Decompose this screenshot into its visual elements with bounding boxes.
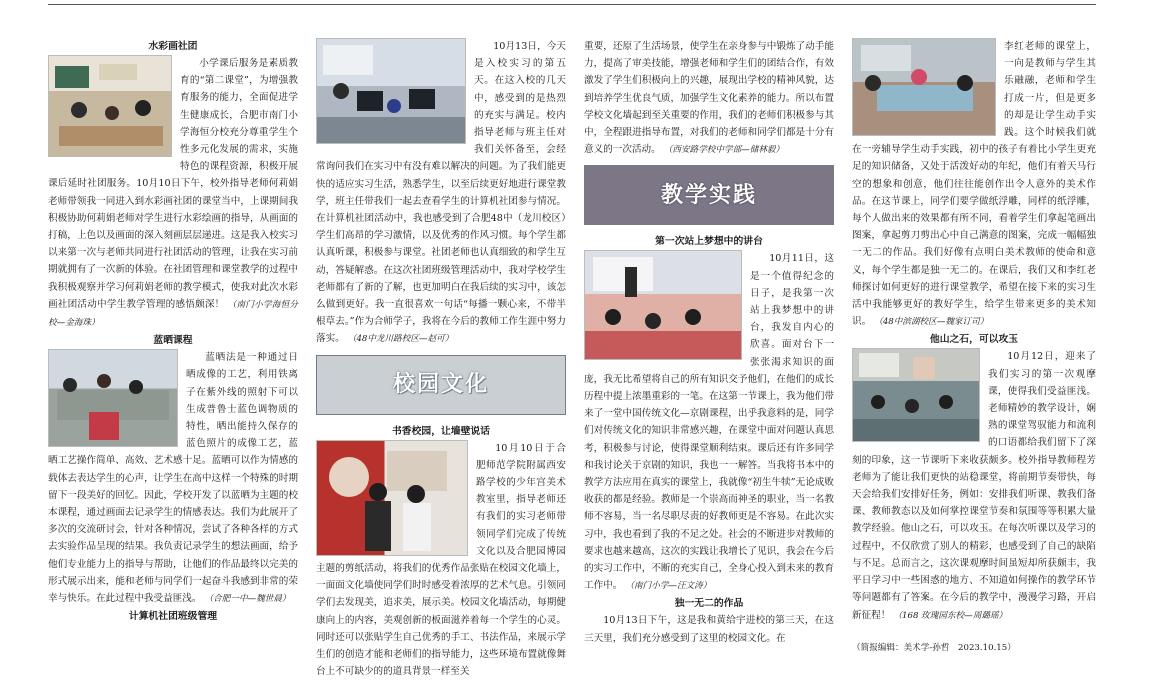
heading-learn-from-others: 他山之石，可以攻玉 — [929, 334, 1019, 346]
signature-6: （48中滨湖校区—魏家订司） — [874, 317, 989, 328]
computer-club-text: 10月13日，今天是入校实习的第五天。在这入校的几天中，感受到的是热烈的充实与满足。校内指导老师与班主任对我们关怀备至，会经常询问我们在实习中有没有难以解决的问题。为了我们能更快的适应实习生活，熟悉学生，以至后续更好地进行课堂教学，班主任带我们一起去查看学生的计算机社团参与情况。在计算机社团活动中，我也感受到了合肥48中（龙川校区）学生们高昂的学习激情，以及优秀的作风习惯。每个学生都认真听课，积极参与课堂。社团老师也认真细致的和学生互动，答疑解惑。在这次社团班级管理活动中，我对学校学生老师都有了新的了解，也更加明白在我后续的实习中，该怎么做到更好。我一直很喜欢一句话“每播一颗心来，不带半根草去。”作为合师学子，我将在今后的教师工作生涯中努力落实。 — [316, 41, 566, 345]
signature-2: （合肥一中—魏世晨） — [204, 594, 291, 605]
observation-class-photo-icon — [852, 348, 980, 442]
paragraph-watercolor — [48, 55, 298, 332]
paragraph-culture-wall-cont — [584, 38, 834, 159]
lecture-classroom-photo-icon — [584, 250, 742, 360]
cyanotype-class-photo-icon — [48, 349, 178, 447]
banner-teaching-practice: 教学实践 — [584, 165, 834, 225]
cyanotype-text: 蓝晒法是一种通过日晒成像的工艺，利用铁离子在紫外线的照射下可以生成普鲁士蓝色调物质的特性，晒出能持久保存的蓝色照片的成像工艺，蓝晒工艺操作简单、高效、艺术感十足。蓝晒可以作为情感的载体去表达学生的心声，让学生在高中这样一个特殊的时期留下一段美好的回忆。因此，学校开发了以蓝晒为主题的校本课程，通过画面去记录学生的情感表达。我们为此展开了多次的交流研讨会，针对各种情况，尝试了各种各样的方式去实验作品呈现的结果。我负责记录学生的想法画面，给予他们专业能力上的指导与帮助，让他们的作品最终以完美的形式展示出来，能和老师与同学们一起奋斗我感到非常的荣幸与快乐。在此过程中我受益匪浅。 — [48, 352, 298, 605]
paragraph-computer-club — [316, 38, 566, 349]
culture-wall-text: 10月10日于合肥师范学院附属西安路学校的少年宫美术教室里，指导老师还有我们的实习老师带领同学们完成了传统文化以及合肥园博园主题的剪纸活动，将我们的优秀作品张贴在校园文化墙上，一面面文化墙使同学们时时感受着浓厚的艺术气息。引领同学们去发现美，追求美，展示美。校园文化墙活动，每期健康向上的内容，美观创新的板面滋养着每一个学生的心灵。同时还可以张贴学生自己优秀的手工、书法作品，来展示学生们的创造才能和老师们的指导能力，这些环境布置就像舞台上不可缺少的的道具背景一样至关 — [316, 442, 566, 678]
signature-3: （48中龙川路校区—赵可） — [347, 334, 454, 345]
signature-1: （南门小学海恒分校—金海珠） — [48, 299, 298, 329]
observation-text: 10月12日，迎来了我们实习的第一次观摩课，使得我们受益匪浅。老师精妙的教学设计，娴熟的课堂驾驭能力和流利的口语都给我们留下了深刻的印象，这一节课听下来收获颇多。校外指导教师程芳老师为了能让我们更快的站稳课堂，将前期节奏带快，每天会给我们安排好任务，例如：安排我们听课、教我们备课、教师教态以及如何掌控课堂节奏和氛围等等积累大量教学经验。他山之石，可以攻玉。在每次听课以及学习的过程中，不仅欣赏了别人的精彩，也感受到了自己的缺陷与不足。总而言之，这次课观摩时间虽短却所获颇丰，我平日学习中一些困惑的地方、不知道如何操作的教学环节等问题都有了答案。在今后的教学中，漫漫学习路，开启新征程！ — [852, 351, 1096, 621]
paragraph-unique-works — [584, 612, 834, 646]
column-4 — [852, 38, 1096, 657]
heading-computer-club: 计算机社团班级管理 — [128, 611, 218, 623]
culture-wall-photo-icon — [316, 440, 468, 556]
first-lecture-text: 10月11日，这是一个值得纪念的日子，是我第一次站上我梦想中的讲台，我发自内心的欣喜。面对台下一张张渴求知识的面庞，我无比希望将自己的所有知识交予他们，在他们的成长历程中提上浓墨重彩的一笔。在这第一节课上，我为他们带来了一堂中国传统文化—京剧课程，出乎我意料的是，同学们对传统文化的知识非常感兴趣，在课堂中面对问题认真思考，积极参与讨论，使得课堂顺利结束。课后还有许多同学和我讨论关于京剧的知识，我也一一解答。当我将书本中的教学方法应用在真实的课堂上，我就像“初生牛犊”无论成败收获的都是经验。教师是一个崇高而神圣的职业，当一名教师不容易，当一名尽职尽责的好教师更是不容易。在此次实习中，我也看到了我的不足之处。社会的不断进步对教师的要求也越来越高，这次的实践让我增长了见识，我会在今后的实习工作中，不断的充实自己，全身心投入到未来的教育工作中。 — [584, 253, 834, 592]
paragraph-cyanotype — [48, 349, 298, 608]
signature-4: （西安路学校中学部—储林毅） — [663, 145, 785, 156]
banner-campus-culture: 校园文化 — [316, 355, 566, 415]
paragraph-first-lecture — [584, 250, 834, 595]
heading-reading-campus: 书香校园，让墙壁说话 — [392, 425, 490, 437]
heading-first-lecture: 第一次站上梦想中的讲台 — [655, 236, 763, 248]
column-2 — [316, 38, 566, 681]
column-3 — [584, 38, 834, 647]
signature-7: （168 玫瑰园东校—周璐瑶） — [893, 610, 1008, 621]
classroom-painting-photo-icon — [48, 55, 172, 157]
top-rule — [48, 4, 1096, 5]
culture-wall-cont-text: 重要，还原了生活场景，使学生在亲身参与中锻炼了动手能力，提高了审美技能，增强老师和学生们的团结合作，有效激发了学生们积极向上的兴趣，展现出学校的精神风貌，达到培养学生优良气质，加强学生文化素养的能力。所以布置学校文化墙起到至关重要的作用，我们的老师们积极参与其中，全程跟进指导布置，对我们的老师和同学们都是十分有意义的一次活动。 — [584, 41, 834, 156]
heading-cyanotype: 蓝晒课程 — [153, 335, 193, 347]
editor-credit: （简报编辑：美术学-孙哲 2023.10.15） — [852, 642, 1016, 653]
column-1 — [48, 38, 298, 625]
heading-unique-works: 独一无二的作品 — [674, 598, 744, 610]
unique-works-cont-text: 李红老师的课堂上，一向是教师与学生其乐融融，老师和学生打成一片，但是更多的却是让学生动手实践。这个时候我们就在一旁辅导学生动手实践，初中的孩子有着比小学生更充足的知识储备，又处于活泼好动的年纪，他们有着天马行空的想象和创意，他们往往能创作出令人意外的美术作品。在这节课上，同学们要学做纸浮雕，同样的纸浮雕，每个人做出来的效果都有所不同，看着学生们拿起笔画出图案，拿起剪刀剪出心中自己满意的图案，完成一幅幅独一无二的作品。我们好像有点明白美术教师的使命和意义，每个学生都是独一无二的。在课后，我们又和李红老师探讨如何更好的进行课堂教学，希望在接下来的实习生活中我能够更好的教好学生，给学生带来更多的美术知识。 — [852, 41, 1096, 328]
art-class-photo-icon — [852, 38, 996, 136]
unique-works-text: 10月13日下午，这是我和黄给宇进校的第三天，在这三天里，我们充分感受到了这里的校园文化。在 — [584, 615, 834, 644]
watercolor-text: 小学课后服务是素质教育的“第二课堂”，为增强教育服务的能力，全面促进学生健康成长，合肥市南门小学海恒分校充分尊重学生个性多元化发展的需求，实施特色的课程资源，积极开展课后延时社团服务。10月10日下午，校外指导老师何莉娟老师带领我一同进入到水彩画社团的课堂当中，上课期间我积极协助何莉娟老师对学生进行水彩绘画的指导，从画面的打稿，上色以及画面的深入刻画层层递进。这是我入校实习以来第一次与老师共同进行社团活动的管理，让我在实习前期就拥有了一次新的体验。在社团管理和课堂教学的过程中我积极观察并学习何莉娟老师的教学模式，使我对此次水彩画社团活动中学生教学管理的感悟颇深！ — [48, 58, 298, 310]
heading-watercolor-club: 水彩画社团 — [148, 41, 198, 52]
paragraph-culture-wall — [316, 440, 566, 681]
footer-editor — [852, 639, 1096, 657]
paragraph-observation — [852, 348, 1096, 624]
signature-5: （南门小学—汪文涛） — [625, 581, 712, 592]
computer-lab-photo-icon — [316, 38, 466, 144]
paragraph-unique-works-cont — [852, 38, 1096, 331]
